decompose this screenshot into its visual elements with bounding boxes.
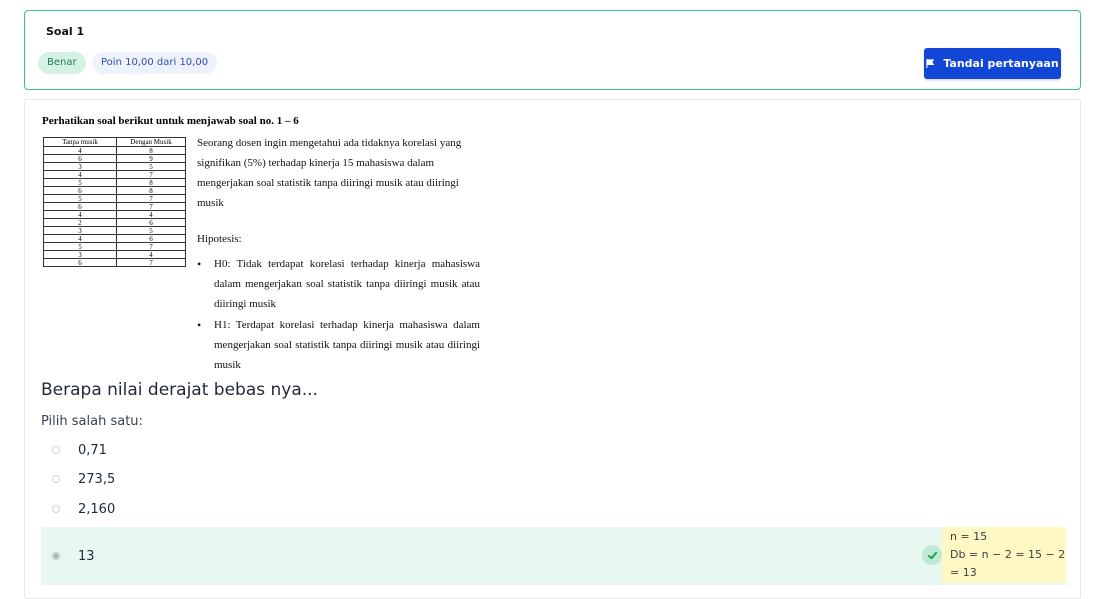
table-cell: 7 (117, 243, 186, 251)
table-row (44, 163, 186, 171)
passage-description (197, 133, 480, 213)
table-cell: 5 (117, 227, 186, 235)
table-header-cell: Dengan Musik (117, 138, 186, 147)
table-cell: 3 (44, 163, 117, 171)
table-cell: 5 (44, 195, 117, 203)
table-cell: 5 (117, 163, 186, 171)
table-cell: 5 (44, 179, 117, 187)
table-row (44, 219, 186, 227)
table-row (44, 179, 186, 187)
flag-question-label: Tandai pertanyaan (943, 57, 1059, 70)
flag-icon (926, 59, 935, 68)
table-cell: 4 (44, 171, 117, 179)
table-cell: 4 (117, 251, 186, 259)
table-cell: 8 (117, 187, 186, 195)
feedback-line: Db = n − 2 = 15 − 2 (950, 548, 1066, 561)
table-cell: 6 (44, 203, 117, 211)
table-cell: 7 (117, 171, 186, 179)
table-row (44, 203, 186, 211)
feedback-line: = 13 (950, 566, 977, 579)
table-header-row (44, 138, 186, 147)
table-row (44, 147, 186, 155)
question-number: Soal 1 (46, 25, 85, 38)
data-table (43, 137, 186, 267)
table-row (44, 251, 186, 259)
table-row (44, 171, 186, 179)
table-row (44, 243, 186, 251)
passage-intro: Perhatikan soal berikut untuk menjawab soal no. 1 – 6 (42, 115, 299, 127)
table-cell: 7 (117, 203, 186, 211)
correct-check-icon (922, 545, 942, 565)
table-row (44, 227, 186, 235)
table-cell: 6 (44, 259, 117, 267)
feedback-line: n = 15 (950, 530, 988, 543)
radio-button[interactable] (52, 505, 60, 513)
table-cell: 8 (117, 147, 186, 155)
table-cell: 6 (44, 155, 117, 163)
question-info-card (24, 10, 1081, 90)
table-cell: 3 (44, 227, 117, 235)
answer-option-label: 0,71 (78, 442, 107, 458)
flag-question-button[interactable] (924, 48, 1061, 79)
table-cell: 2 (44, 219, 117, 227)
table-row (44, 195, 186, 203)
answer-option-selected[interactable] (41, 527, 1066, 585)
radio-button-selected[interactable] (52, 552, 60, 560)
table-row (44, 211, 186, 219)
table-cell: 5 (44, 243, 117, 251)
table-row (44, 187, 186, 195)
radio-button[interactable] (52, 475, 60, 483)
table-cell: 7 (117, 259, 186, 267)
table-cell: 6 (117, 235, 186, 243)
table-cell: 4 (44, 211, 117, 219)
question-text: Berapa nilai derajat bebas nya... (41, 380, 318, 400)
table-cell: 4 (117, 211, 186, 219)
hypothesis-item-h1: • H1: Terdapat korelasi terhadap kinerja mahasiswa dalam mengerjakan soal statistik tanpa diiringi musik atau diiringi musik (197, 315, 480, 375)
table-cell: 6 (117, 219, 186, 227)
table-cell: 6 (44, 187, 117, 195)
hypothesis-title: Hipotesis: (197, 233, 242, 245)
status-badge: Benar (38, 52, 86, 74)
table-row (44, 235, 186, 243)
table-row (44, 259, 186, 267)
answer-option[interactable] (41, 495, 1066, 523)
table-cell: 9 (117, 155, 186, 163)
answer-option[interactable] (41, 465, 1066, 493)
hypothesis-item-h0: • H0: Tidak terdapat korelasi terhadap kinerja mahasiswa dalam mengerjakan soal statistik tanpa diiringi musik atau diiringi musik (197, 254, 480, 314)
table-cell: 4 (44, 147, 117, 155)
table-cell: 8 (117, 179, 186, 187)
answer-feedback (942, 527, 1066, 583)
table-header-cell: Tanpa musik (44, 138, 117, 147)
answer-option-label: 273,5 (78, 471, 116, 487)
table-cell: 4 (44, 235, 117, 243)
points-badge: Poin 10,00 dari 10,00 (92, 52, 217, 74)
answer-option-label: 13 (78, 548, 95, 564)
hypothesis-list (197, 254, 480, 376)
passage-description-text: Seorang dosen ingin mengetahui ada tidaknya korelasi yang signifikan (5%) terhadap kinerja 15 mahasiswa dalam mengerjakan soal statistik tanpa diiringi musik atau diiringi musik (197, 137, 462, 209)
table-row (44, 155, 186, 163)
answer-option-label: 2,160 (78, 501, 116, 517)
answer-option[interactable] (41, 436, 1066, 464)
answer-prompt: Pilih salah satu: (41, 414, 143, 429)
table-cell: 7 (117, 195, 186, 203)
radio-button[interactable] (52, 446, 60, 454)
table-cell: 3 (44, 251, 117, 259)
